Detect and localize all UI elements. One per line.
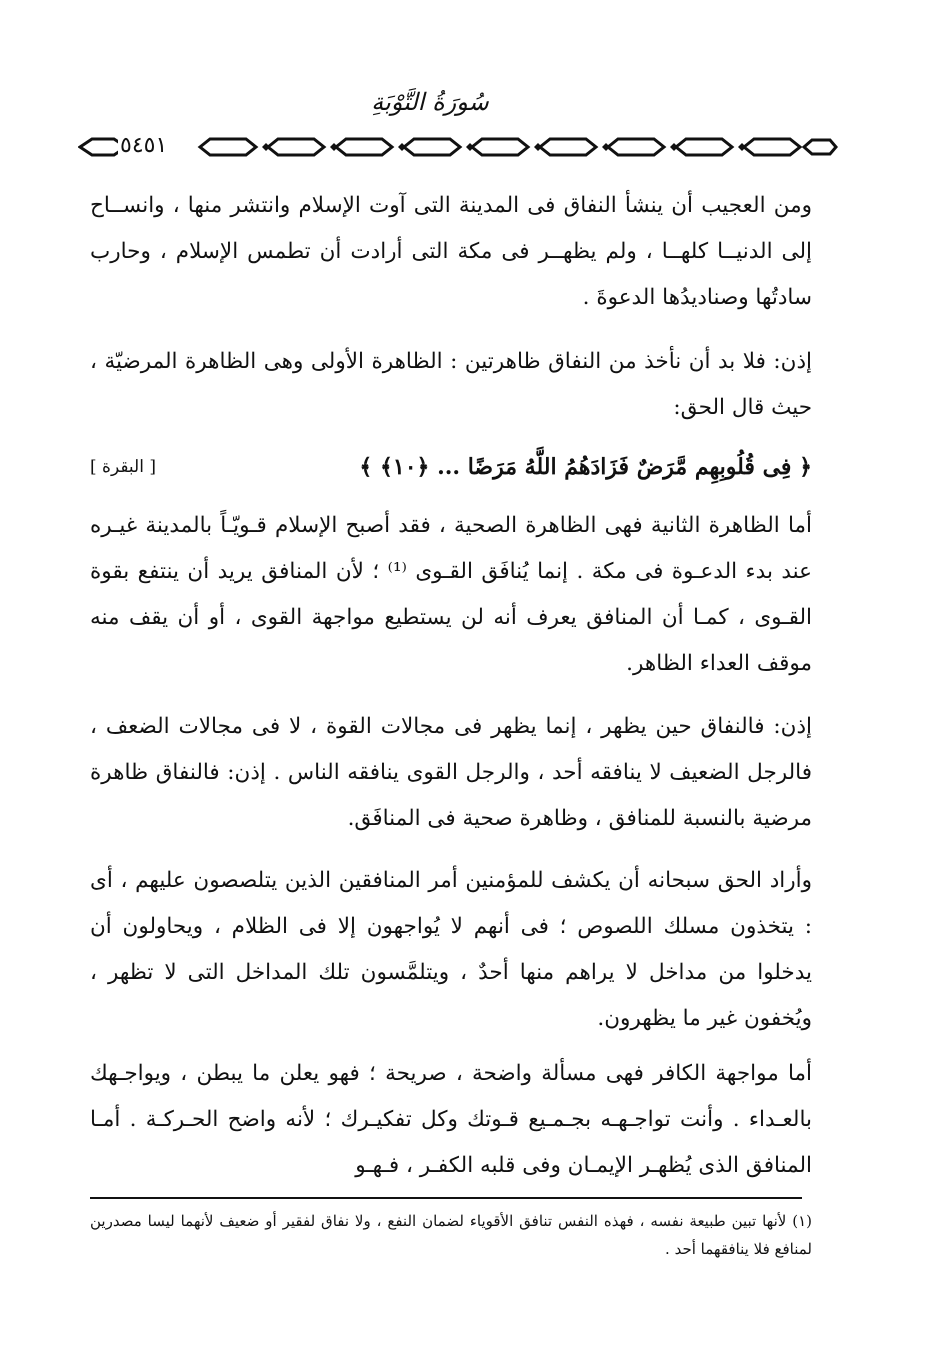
paragraph-6: أما مواجهة الكافر فهى مسألة واضحة ، صريحة ؛ فهو يعلن ما يبطن ، ويواجـهك بالعـداء . وأنت تواجـهـه بجـمـيع قـوتك وكل تفكيـرك ؛ لأنه واضح الحـركـة . أمـا المنافق الذى يُظهـر الإيمـان وفى قلبه الكفـر ، فـهـو [90, 1061, 812, 1178]
page-number: ٥٤٥١ [120, 133, 168, 158]
quran-verse [90, 444, 812, 490]
paragraph-1: ومن العجيب أن ينشأ النفاق فى المدينة التى آوت الإسلام وانتشر منها ، وانســاح إلى الدنيــا كلهــا ، ولم يظهــر فى مكة التى أرادت أن تطمس الإسلام ، وحارب سادتُها وصناديدُها الدعوةَ . [90, 193, 812, 310]
paragraph-4: إذن: فالنفاق حين يظهر ، إنما يظهر فى مجالات القوة ، لا فى مجالات الضعف ، فالرجل الضعيف لا ينافقه أحد ، والرجل القوى ينافقه الناس . إذن: فالنفاق ظاهرة مرضية بالنسبة للمنافق ، وظاهرة صحية فى المنافَق. [90, 714, 812, 831]
verse-text: ﴿ فِى قُلُوبِهِم مَّرَضٌ فَزَادَهُمُ اللَّهُ مَرَضًا ... ﴿١٠﴾ ﴾ [359, 454, 812, 480]
paragraph-2: إذن: فلا بد أن نأخذ من النفاق ظاهرتين : الظاهرة الأولى وهى الظاهرة المرضيّة ، حيث قال الحق: [90, 349, 812, 420]
verse-reference: [ البقرة ] [90, 457, 156, 477]
footnote: (١) لأنها تبين طبيعة نفسه ، فهذه النفس تنافق الأقوياء لضمان النفع ، ولا نفاق لفقير أو ضعيف لأنهما ليسا مصدرين لمنافع فلا ينافقهما أحد . [90, 1212, 812, 1258]
footnote-divider [90, 1197, 802, 1199]
paragraph-3: أما الظاهرة الثانية فهى الظاهرة الصحية ، فقد أصبح الإسلام قـويّـاً بالمدينة غيـره عند بدء الدعـوة فى مكة . إنما يُنافَق القـوى ⁽¹⁾ ؛ لأن المنافق يريد أن ينتفع بقوة القـوى ، كمـا أن المنافق يعرف أنه لن يستطيع مواجهة القوى ، أو أن يقف منه موقف العداء الظاهر. [90, 513, 812, 676]
ornament-border [78, 132, 838, 162]
paragraph-5: وأراد الحق سبحانه أن يكشف للمؤمنين أمر المنافقين الذين يتلصصون عليهم ، أى : يتخذون مسلك اللصوص ؛ فى أنهم لا يُواجهون إلا فى الظلام ، ويحاولون أن يدخلوا من مداخل لا يراهم منها أحدٌ ، ويتلمَّسون تلك المداخل التى لا تظهر ، ويُخفون غير ما يظهرون. [90, 868, 812, 1031]
surah-title: سُورَةُ التَّوْبَةِ [371, 88, 489, 116]
